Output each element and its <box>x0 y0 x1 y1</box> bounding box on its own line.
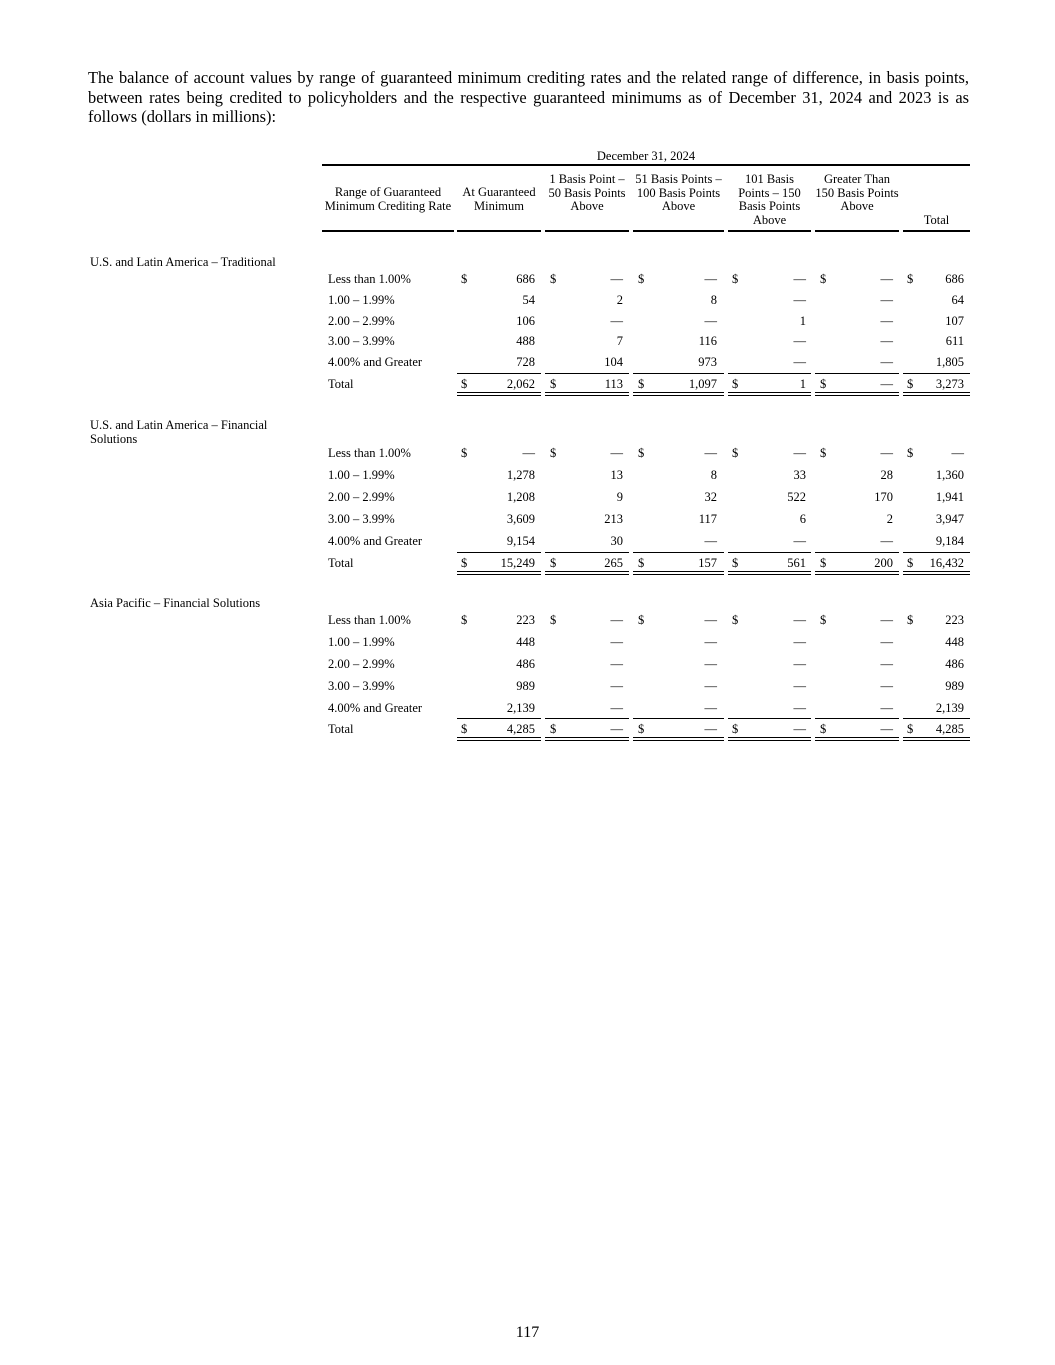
value-cell: — <box>704 657 717 671</box>
double-underline-rule <box>457 737 541 738</box>
value-cell: 170 <box>874 490 893 504</box>
value-cell: 13 <box>610 468 623 482</box>
total-value-cell: 113 <box>604 377 623 391</box>
value-cell: 728 <box>516 355 535 369</box>
rate-range-label: Less than 1.00% <box>328 272 411 286</box>
value-cell: — <box>793 272 806 286</box>
rate-range-label: 2.00 – 2.99% <box>328 490 395 504</box>
currency-symbol: $ <box>461 446 468 460</box>
value-cell: 1,805 <box>935 355 964 369</box>
value-cell: 28 <box>880 468 893 482</box>
value-cell: 989 <box>945 679 964 693</box>
value-cell: — <box>704 701 717 715</box>
value-cell: — <box>793 334 806 349</box>
value-cell: — <box>704 446 717 460</box>
currency-symbol: $ <box>732 556 739 570</box>
total-value-cell: — <box>704 722 717 736</box>
total-value-cell: 15,249 <box>500 556 535 570</box>
value-cell: 104 <box>604 355 623 369</box>
value-cell: 2 <box>616 292 623 307</box>
total-value-cell: 4,285 <box>935 722 964 736</box>
double-underline-rule <box>457 395 541 396</box>
currency-symbol: $ <box>907 446 914 460</box>
double-underline-rule <box>728 571 811 572</box>
rate-range-label: 4.00% and Greater <box>328 355 423 369</box>
currency-symbol: $ <box>638 272 645 286</box>
value-cell: 1,360 <box>935 468 964 482</box>
total-value-cell: 200 <box>874 556 893 570</box>
value-cell: 6 <box>799 512 806 526</box>
value-cell: — <box>880 613 893 627</box>
value-cell: 2 <box>886 512 893 526</box>
total-row-label: Total <box>328 556 354 570</box>
column-header-rule <box>322 230 454 232</box>
subtotal-rule <box>633 373 724 374</box>
currency-symbol: $ <box>550 272 557 286</box>
value-cell: — <box>793 613 806 627</box>
value-cell: 486 <box>516 657 535 671</box>
currency-symbol: $ <box>907 722 914 736</box>
currency-symbol: $ <box>461 556 468 570</box>
value-cell: 8 <box>710 468 717 482</box>
double-underline-rule <box>545 740 629 741</box>
value-cell: 32 <box>704 490 717 504</box>
currency-symbol: $ <box>461 613 468 627</box>
double-underline-rule <box>903 392 970 393</box>
value-cell: 8 <box>710 292 717 307</box>
value-cell: 106 <box>516 313 535 328</box>
period-header: December 31, 2024 <box>596 149 696 163</box>
double-underline-rule <box>728 395 811 396</box>
subtotal-rule <box>728 718 811 719</box>
currency-symbol: $ <box>732 722 739 736</box>
total-value-cell: — <box>610 722 623 736</box>
currency-symbol: $ <box>461 377 468 391</box>
value-cell: — <box>610 272 623 286</box>
value-cell: 686 <box>945 272 964 286</box>
double-underline-rule <box>728 740 811 741</box>
rate-range-label: 4.00% and Greater <box>328 701 423 715</box>
value-cell: — <box>793 679 806 693</box>
rate-range-label: 2.00 – 2.99% <box>328 657 395 671</box>
value-cell: 989 <box>516 679 535 693</box>
value-cell: — <box>610 613 623 627</box>
value-cell: 2,139 <box>935 701 964 715</box>
rate-range-label: 4.00% and Greater <box>328 534 423 548</box>
double-underline-rule <box>815 737 899 738</box>
value-cell: — <box>793 292 806 307</box>
currency-symbol: $ <box>461 722 468 736</box>
total-value-cell: — <box>793 722 806 736</box>
value-cell: — <box>610 657 623 671</box>
value-cell: 9,184 <box>935 534 964 548</box>
rate-range-label: 1.00 – 1.99% <box>328 292 395 307</box>
currency-symbol: $ <box>907 556 914 570</box>
value-cell: — <box>880 534 893 548</box>
total-value-cell: 265 <box>604 556 623 570</box>
value-cell: 448 <box>945 635 964 649</box>
double-underline-rule <box>633 395 724 396</box>
subtotal-rule <box>815 373 899 374</box>
column-header-rule <box>633 230 724 232</box>
value-cell: 488 <box>516 334 535 349</box>
double-underline-rule <box>545 395 629 396</box>
double-underline-rule <box>903 740 970 741</box>
value-cell: — <box>704 313 717 328</box>
double-underline-rule <box>815 740 899 741</box>
rate-range-label: 3.00 – 3.99% <box>328 334 395 349</box>
column-header-51-100: 51 Basis Points – 100 Basis Points Above <box>635 172 722 213</box>
column-header-101-150: 101 Basis Points – 150 Basis Points Above <box>738 172 801 227</box>
currency-symbol: $ <box>550 556 557 570</box>
value-cell: — <box>880 292 893 307</box>
currency-symbol: $ <box>820 613 827 627</box>
double-underline-rule <box>457 740 541 741</box>
value-cell: 9 <box>616 490 623 504</box>
currency-symbol: $ <box>820 446 827 460</box>
subtotal-rule <box>728 552 811 553</box>
value-cell: 3,947 <box>935 512 964 526</box>
double-underline-rule <box>545 571 629 572</box>
column-header-range: Range of Guaranteed Minimum Crediting Rate <box>324 185 452 213</box>
currency-symbol: $ <box>820 722 827 736</box>
double-underline-rule <box>633 392 724 393</box>
page-number: 117 <box>515 1324 540 1341</box>
double-underline-rule <box>903 571 970 572</box>
double-underline-rule <box>457 392 541 393</box>
double-underline-rule <box>457 574 541 575</box>
rate-range-label: 2.00 – 2.99% <box>328 313 395 328</box>
currency-symbol: $ <box>550 613 557 627</box>
rate-range-label: 3.00 – 3.99% <box>328 512 395 526</box>
value-cell: 1 <box>799 313 806 328</box>
double-underline-rule <box>815 571 899 572</box>
intro-paragraph: The balance of account values by range of guaranteed minimum crediting rates and the related range of difference, in basis points, between rates being credited to policyholders and the respective guaranteed minimums as of December 31, 2024 and 2023 is as follows (dollars in millions): <box>88 68 969 126</box>
value-cell: — <box>793 446 806 460</box>
value-cell: — <box>880 679 893 693</box>
double-underline-rule <box>728 392 811 393</box>
currency-symbol: $ <box>550 446 557 460</box>
value-cell: — <box>610 701 623 715</box>
total-value-cell: 157 <box>698 556 717 570</box>
subtotal-rule <box>545 718 629 719</box>
currency-symbol: $ <box>732 272 739 286</box>
currency-symbol: $ <box>820 556 827 570</box>
rate-range-label: Less than 1.00% <box>328 446 411 460</box>
value-cell: 33 <box>793 468 806 482</box>
value-cell: 116 <box>698 334 717 349</box>
total-value-cell: 4,285 <box>506 722 535 736</box>
column-header-rule <box>545 230 629 232</box>
value-cell: — <box>880 657 893 671</box>
value-cell: — <box>880 701 893 715</box>
double-underline-rule <box>903 395 970 396</box>
subtotal-rule <box>545 552 629 553</box>
currency-symbol: $ <box>907 613 914 627</box>
double-underline-rule <box>457 571 541 572</box>
value-cell: — <box>880 313 893 328</box>
currency-symbol: $ <box>638 613 645 627</box>
value-cell: — <box>610 635 623 649</box>
subtotal-rule <box>457 373 541 374</box>
currency-symbol: $ <box>638 446 645 460</box>
total-value-cell: 1,097 <box>688 377 717 391</box>
double-underline-rule <box>545 392 629 393</box>
value-cell: 64 <box>951 292 964 307</box>
total-row-label: Total <box>328 722 354 736</box>
value-cell: — <box>880 272 893 286</box>
rate-range-label: 1.00 – 1.99% <box>328 468 395 482</box>
currency-symbol: $ <box>732 446 739 460</box>
value-cell: — <box>610 446 623 460</box>
value-cell: — <box>704 613 717 627</box>
value-cell: 448 <box>516 635 535 649</box>
double-underline-rule <box>633 740 724 741</box>
subtotal-rule <box>633 552 724 553</box>
total-value-cell: — <box>880 722 893 736</box>
subtotal-rule <box>728 373 811 374</box>
double-underline-rule <box>815 395 899 396</box>
double-underline-rule <box>633 574 724 575</box>
value-cell: 686 <box>516 272 535 286</box>
value-cell: 117 <box>698 512 717 526</box>
double-underline-rule <box>815 574 899 575</box>
total-value-cell: 1 <box>799 377 806 391</box>
column-header-rule <box>903 230 970 232</box>
value-cell: 486 <box>945 657 964 671</box>
double-underline-rule <box>728 737 811 738</box>
value-cell: — <box>951 446 964 460</box>
value-cell: 7 <box>616 334 623 349</box>
value-cell: — <box>704 679 717 693</box>
value-cell: 3,609 <box>506 512 535 526</box>
value-cell: 213 <box>604 512 623 526</box>
subtotal-rule <box>815 552 899 553</box>
rate-range-label: 3.00 – 3.99% <box>328 679 395 693</box>
rate-range-label: Less than 1.00% <box>328 613 411 627</box>
value-cell: — <box>793 701 806 715</box>
currency-symbol: $ <box>638 556 645 570</box>
value-cell: 1,208 <box>506 490 535 504</box>
currency-symbol: $ <box>550 377 557 391</box>
double-underline-rule <box>545 737 629 738</box>
value-cell: 1,278 <box>506 468 535 482</box>
double-underline-rule <box>728 574 811 575</box>
section-label: U.S. and Latin America – Financial Solutions <box>90 418 268 446</box>
currency-symbol: $ <box>638 722 645 736</box>
double-underline-rule <box>633 571 724 572</box>
column-header-at-minimum: At Guaranteed Minimum <box>462 185 536 213</box>
value-cell: — <box>704 534 717 548</box>
value-cell: — <box>793 657 806 671</box>
subtotal-rule <box>903 552 970 553</box>
total-value-cell: 561 <box>787 556 806 570</box>
double-underline-rule <box>815 392 899 393</box>
column-header-1-50: 1 Basis Point – 50 Basis Points Above <box>548 172 626 213</box>
value-cell: — <box>880 446 893 460</box>
double-underline-rule <box>545 574 629 575</box>
column-header-over-150: Greater Than 150 Basis Points Above <box>815 172 899 213</box>
value-cell: 611 <box>945 334 964 349</box>
value-cell: — <box>522 446 535 460</box>
value-cell: 2,139 <box>506 701 535 715</box>
subtotal-rule <box>457 552 541 553</box>
value-cell: — <box>610 679 623 693</box>
period-header-rule <box>322 164 970 166</box>
value-cell: — <box>793 534 806 548</box>
currency-symbol: $ <box>820 377 827 391</box>
total-value-cell: 16,432 <box>929 556 964 570</box>
subtotal-rule <box>903 718 970 719</box>
total-value-cell: — <box>880 377 893 391</box>
currency-symbol: $ <box>550 722 557 736</box>
column-header-rule <box>815 230 899 232</box>
column-header-rule <box>728 230 811 232</box>
value-cell: 54 <box>522 292 535 307</box>
value-cell: — <box>704 272 717 286</box>
value-cell: 522 <box>787 490 806 504</box>
currency-symbol: $ <box>907 377 914 391</box>
value-cell: 9,154 <box>506 534 535 548</box>
value-cell: — <box>793 355 806 369</box>
value-cell: — <box>880 355 893 369</box>
currency-symbol: $ <box>732 377 739 391</box>
value-cell: — <box>610 313 623 328</box>
value-cell: — <box>793 635 806 649</box>
value-cell: 107 <box>945 313 964 328</box>
currency-symbol: $ <box>907 272 914 286</box>
total-row-label: Total <box>328 377 354 391</box>
currency-symbol: $ <box>638 377 645 391</box>
column-header-rule <box>457 230 541 232</box>
currency-symbol: $ <box>732 613 739 627</box>
subtotal-rule <box>633 718 724 719</box>
value-cell: — <box>704 635 717 649</box>
value-cell: — <box>880 635 893 649</box>
section-label: U.S. and Latin America – Traditional <box>90 255 276 269</box>
value-cell: 1,941 <box>935 490 964 504</box>
column-header-total: Total <box>923 213 950 227</box>
value-cell: 223 <box>516 613 535 627</box>
subtotal-rule <box>815 718 899 719</box>
value-cell: 973 <box>698 355 717 369</box>
total-value-cell: 3,273 <box>935 377 964 391</box>
section-label: Asia Pacific – Financial Solutions <box>90 596 261 610</box>
subtotal-rule <box>545 373 629 374</box>
double-underline-rule <box>903 737 970 738</box>
value-cell: 223 <box>945 613 964 627</box>
subtotal-rule <box>457 718 541 719</box>
value-cell: — <box>880 334 893 349</box>
value-cell: 30 <box>610 534 623 548</box>
double-underline-rule <box>903 574 970 575</box>
rate-range-label: 1.00 – 1.99% <box>328 635 395 649</box>
subtotal-rule <box>903 373 970 374</box>
currency-symbol: $ <box>461 272 468 286</box>
double-underline-rule <box>633 737 724 738</box>
total-value-cell: 2,062 <box>506 377 535 391</box>
currency-symbol: $ <box>820 272 827 286</box>
